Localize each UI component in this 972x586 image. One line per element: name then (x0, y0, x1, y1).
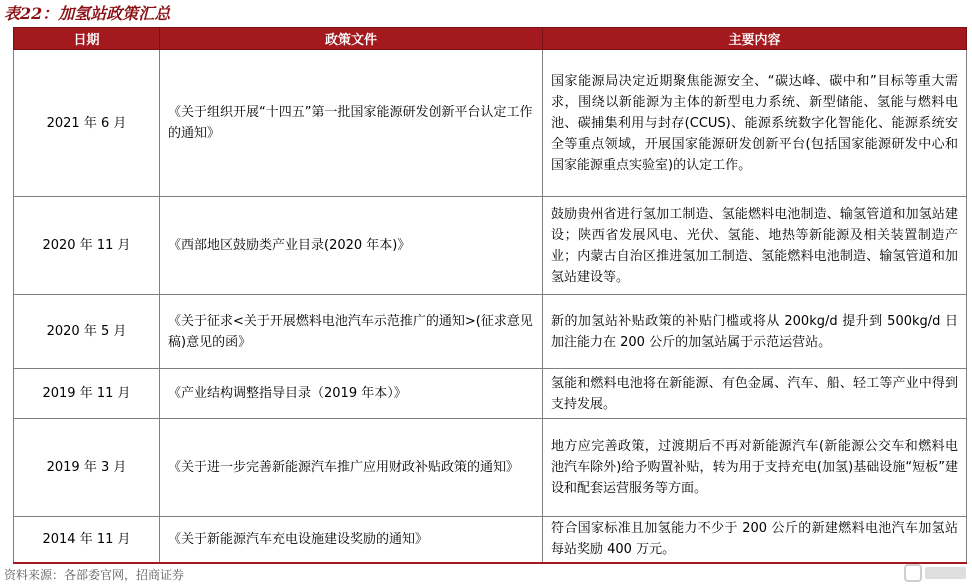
table-row (14, 50, 967, 197)
watermark-logo (904, 563, 966, 583)
row-policy-document: 《产业结构调整指导目录（2019 年本）》 (160, 369, 543, 419)
row-policy-document: 《关于新能源汽车充电设施建设奖励的通知》 (160, 517, 543, 563)
table-row (14, 197, 967, 295)
policy-table (13, 27, 967, 564)
row-policy-document: 《关于组织开展“十四五”第一批国家能源研发创新平台认定工作的通知》 (160, 50, 543, 197)
header-policy-document: 政策文件 (160, 28, 543, 50)
row-date: 2019 年 3 月 (14, 419, 160, 517)
row-main-content: 国家能源局决定近期聚焦能源安全、“碳达峰、碳中和”目标等重大需求，围绕以新能源为主体的新型电力系统、新型储能、氢能与燃料电池、碳捕集利用与封存(CCUS)、能源系统数字化智能化、能源系统安全等重点领域，开展国家能源研发创新平台(包括国家能源研发中心和国家能源重点实验室)的认定工作。 (543, 50, 967, 197)
row-main-content: 氢能和燃料电池将在新能源、有色金属、汽车、船、轻工等产业中得到支持发展。 (543, 369, 967, 419)
table-row (14, 419, 967, 517)
row-policy-document: 《西部地区鼓励类产业目录(2020 年本)》 (160, 197, 543, 295)
table-row (14, 517, 967, 563)
table-caption: 表22：加氢站政策汇总 (4, 4, 171, 23)
row-main-content: 地方应完善政策，过渡期后不再对新能源汽车(新能源公交车和燃料电池汽车除外)给予购置补贴，转为用于支持充电(加氢)基础设施“短板”建设和配套运营服务等方面。 (543, 419, 967, 517)
table-header-row (14, 28, 967, 50)
row-main-content: 新的加氢站补贴政策的补贴门槛或将从 200kg/d 提升到 500kg/d 日加注能力在 200 公斤的加氢站属于示范运营站。 (543, 295, 967, 369)
row-date: 2020 年 5 月 (14, 295, 160, 369)
watermark-logo-wordmark (925, 567, 966, 579)
watermark-logo-icon (904, 564, 922, 582)
row-date: 2014 年 11 月 (14, 517, 160, 563)
row-date: 2021 年 6 月 (14, 50, 160, 197)
row-date: 2019 年 11 月 (14, 369, 160, 419)
table-row (14, 369, 967, 419)
row-date: 2020 年 11 月 (14, 197, 160, 295)
row-main-content: 符合国家标准且加氢能力不少于 200 公斤的新建燃料电池汽车加氢站每站奖励 400 万元。 (543, 517, 967, 563)
header-main-content: 主要内容 (543, 28, 967, 50)
header-date: 日期 (14, 28, 160, 50)
row-main-content: 鼓励贵州省进行氢加工制造、氢能燃料电池制造、输氢管道和加氢站建设；陕西省发展风电、光伏、氢能、地热等新能源及相关装置制造产业；内蒙古自治区推进氢加工制造、氢能燃料电池制造、输氢管道和加氢站建设等。 (543, 197, 967, 295)
row-policy-document: 《关于进一步完善新能源汽车推广应用财政补贴政策的通知》 (160, 419, 543, 517)
source-note: 资料来源：各部委官网，招商证券 (4, 568, 185, 582)
table-row (14, 295, 967, 369)
row-policy-document: 《关于征求<关于开展燃料电池汽车示范推广的通知>(征求意见稿)意见的函》 (160, 295, 543, 369)
